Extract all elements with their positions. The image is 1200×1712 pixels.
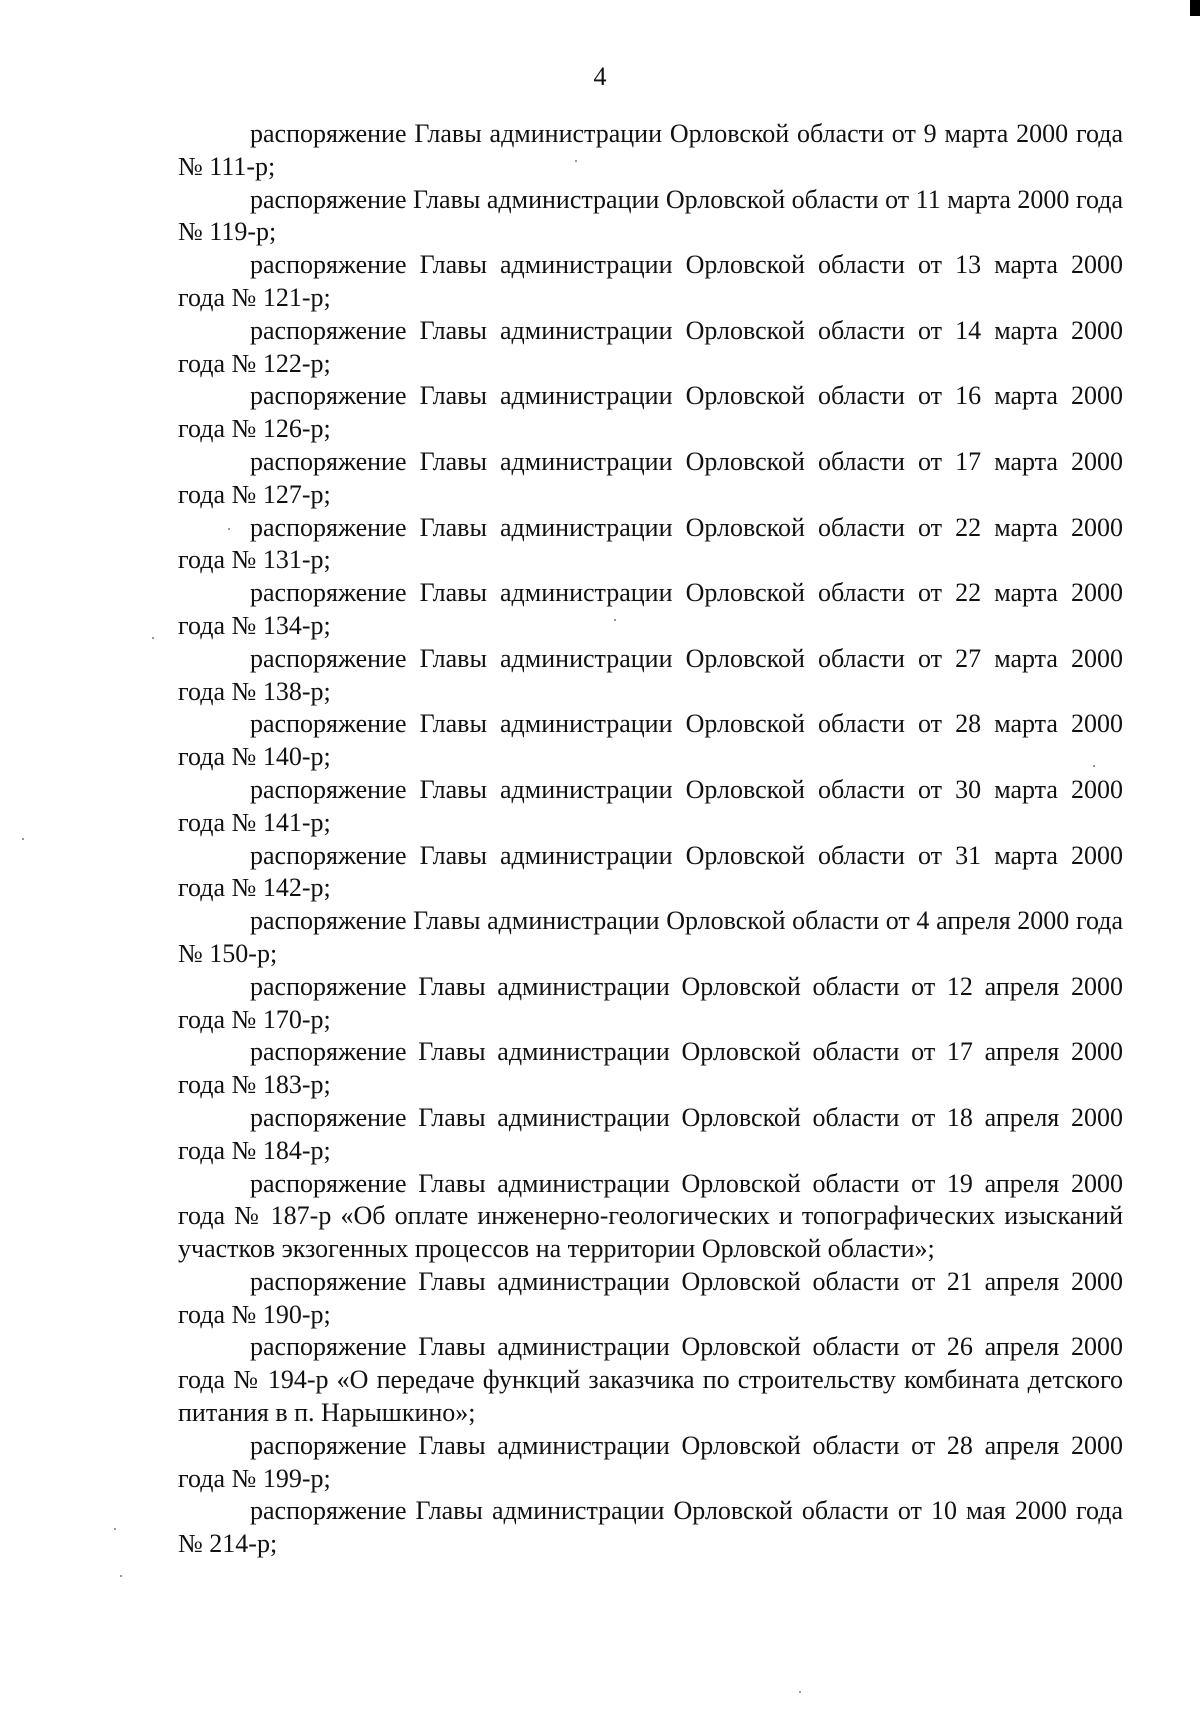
scan-corner-mark	[1190, 0, 1200, 16]
scan-speck	[614, 619, 616, 621]
list-item: распоряжение Главы администрации Орловской области от 28 апреля 2000 года № 199-р;	[178, 1430, 1123, 1493]
scan-speck	[1093, 765, 1095, 767]
list-item: распоряжение Главы администрации Орловской области от 22 марта 2000 года № 134-р;	[178, 578, 1123, 640]
document-body	[178, 118, 1123, 1561]
list-item: распоряжение Главы администрации Орловской области от 17 марта 2000 года № 127-р;	[178, 446, 1123, 509]
list-item: распоряжение Главы администрации Орловской области от 27 марта 2000 года № 138-р;	[178, 643, 1123, 706]
list-item: распоряжение Главы администрации Орловской области от 19 апреля 2000 года № 187-р «Об оплате инженерно-геологических и топографических изысканий участков экзогенных процессов на территории Орловской области»;	[178, 1168, 1123, 1264]
scan-speck	[152, 637, 154, 639]
list-item: распоряжение Главы администрации Орловской области от 30 марта 2000 года № 141-р;	[178, 774, 1123, 837]
page-number: 4	[593, 62, 607, 91]
scan-speck	[22, 838, 24, 840]
list-item: распоряжение Главы администрации Орловской области от 10 мая 2000 года № 214-р;	[178, 1496, 1123, 1559]
list-item: распоряжение Главы администрации Орловской области от 13 марта 2000 года № 121-р;	[178, 250, 1123, 312]
list-item: распоряжение Главы администрации Орловской области от 12 апреля 2000 года № 170-р;	[178, 971, 1123, 1034]
list-item: распоряжение Главы администрации Орловской области от 26 апреля 2000 года № 194-р «О передаче функций заказчика по строительству комбината детского питания в п. Нарышкино»;	[178, 1332, 1123, 1428]
scan-speck	[120, 1575, 122, 1577]
list-item: распоряжение Главы администрации Орловской области от 4 апреля 2000 года № 150-р;	[178, 906, 1123, 968]
list-item: распоряжение Главы администрации Орловской области от 14 марта 2000 года № 122-р;	[178, 315, 1123, 378]
list-item: распоряжение Главы администрации Орловской области от 28 марта 2000 года № 140-р;	[178, 709, 1123, 772]
scan-speck	[799, 1691, 801, 1693]
list-item: распоряжение Главы администрации Орловской области от 31 марта 2000 года № 142-р;	[178, 840, 1123, 903]
scan-speck	[575, 160, 577, 162]
list-item: распоряжение Главы администрации Орловской области от 11 марта 2000 года № 119-р;	[178, 184, 1123, 247]
list-item: распоряжение Главы администрации Орловской области от 17 апреля 2000 года № 183-р;	[178, 1037, 1123, 1100]
scan-speck	[228, 528, 230, 530]
list-item: распоряжение Главы администрации Орловской области от 9 марта 2000 года № 111-р;	[178, 119, 1123, 181]
list-item: распоряжение Главы администрации Орловской области от 18 апреля 2000 года № 184-р;	[178, 1102, 1123, 1165]
scan-speck	[114, 1528, 116, 1530]
list-item: распоряжение Главы администрации Орловской области от 22 марта 2000 года № 131-р;	[178, 512, 1123, 575]
list-item: распоряжение Главы администрации Орловской области от 16 марта 2000 года № 126-р;	[178, 381, 1123, 444]
list-item: распоряжение Главы администрации Орловской области от 21 апреля 2000 года № 190-р;	[178, 1266, 1123, 1329]
